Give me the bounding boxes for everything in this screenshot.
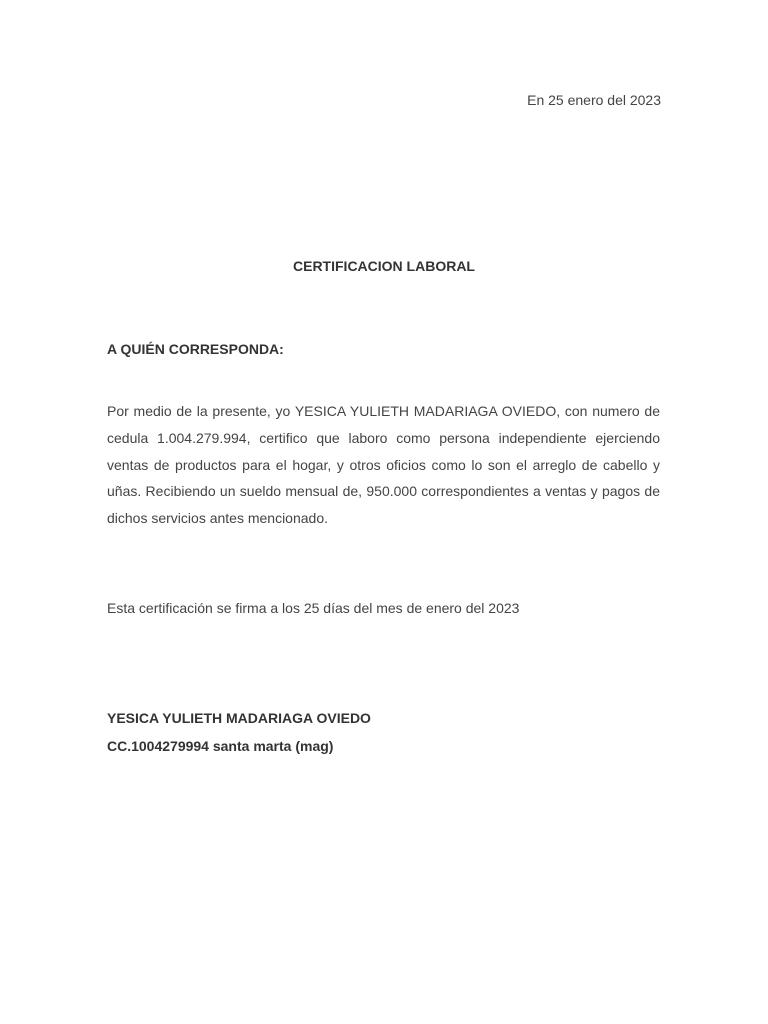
document-title: CERTIFICACION LABORAL <box>293 258 475 274</box>
certification-body: Por medio de la presente, yo YESICA YULIETH MADARIAGA OVIEDO, con numero de cedula 1.004.279.994, certifico que laboro como persona independiente ejerciendo ventas de productos para el hogar, y otros oficios como lo son el arreglo de cabello y uñas. Recibiendo un sueldo mensual de, 950.000 correspondientes a ventas y pagos de dichos servicios antes mencionado. <box>107 403 660 527</box>
closing-statement: Esta certificación se firma a los 25 días del mes de enero del 2023 <box>107 600 520 616</box>
signer-name: YESICA YULIETH MADARIAGA OVIEDO <box>107 710 371 726</box>
document-date: En 25 enero del 2023 <box>527 92 661 108</box>
signer-id: CC.1004279994 santa marta (mag) <box>107 738 334 754</box>
salutation: A QUIÉN CORRESPONDA: <box>107 341 284 357</box>
